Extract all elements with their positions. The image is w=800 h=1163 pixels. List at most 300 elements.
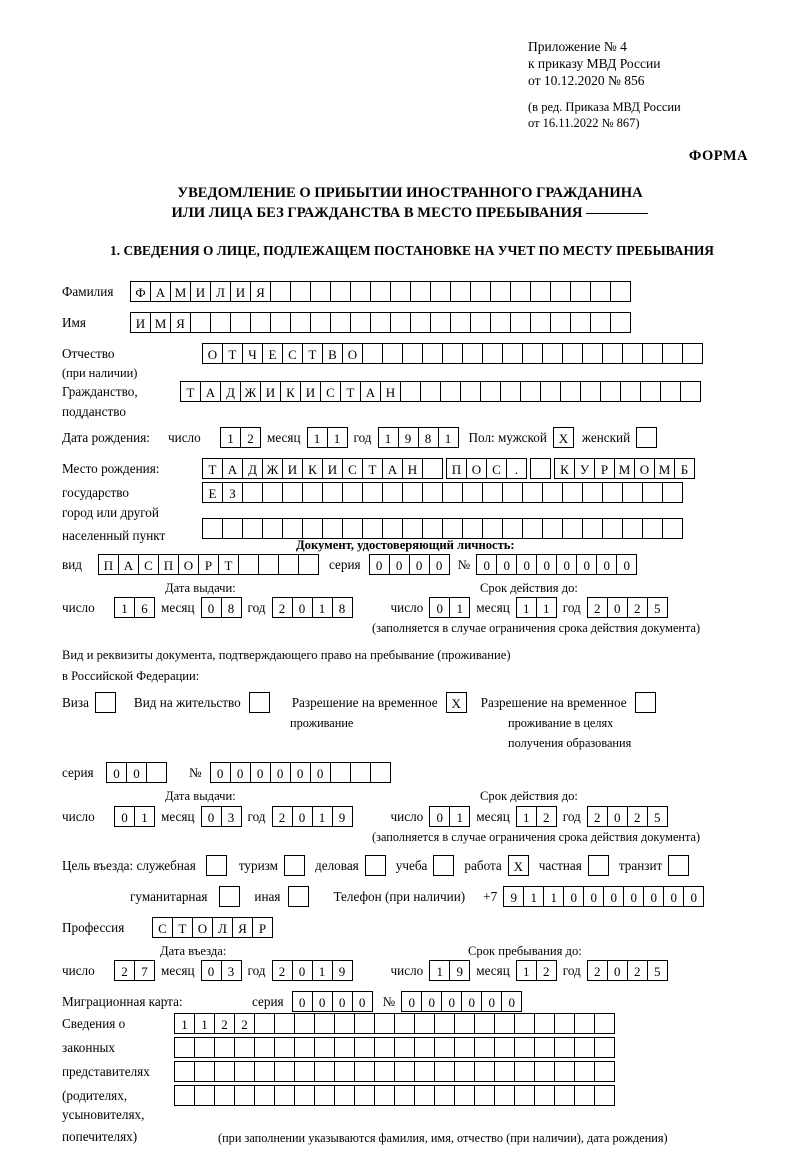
cell[interactable] [562,482,583,503]
cell[interactable] [334,1085,355,1106]
cell[interactable] [190,312,211,333]
cell[interactable]: 2 [214,1013,235,1034]
input-migration-number[interactable] [401,991,522,1012]
cell[interactable]: 1 [449,597,470,618]
cell[interactable] [350,312,371,333]
cell[interactable] [382,482,403,503]
cell[interactable] [254,1013,275,1034]
cell[interactable]: 0 [596,554,617,575]
cell[interactable] [562,518,583,539]
cell[interactable] [682,343,703,364]
cell[interactable] [294,1013,315,1034]
input-permit-issue-day[interactable] [114,806,155,827]
cell[interactable] [602,343,623,364]
cell[interactable]: Я [250,281,271,302]
cell[interactable] [242,482,263,503]
cell[interactable]: 0 [421,991,442,1012]
cell[interactable] [374,1061,395,1082]
checkbox-purpose-study[interactable] [433,855,454,876]
cell[interactable]: 2 [114,960,135,981]
cell[interactable] [580,381,601,402]
cell[interactable] [594,1037,615,1058]
cell[interactable] [482,482,503,503]
cell[interactable] [640,381,661,402]
cell[interactable]: 0 [230,762,251,783]
cell[interactable]: 1 [516,597,537,618]
cell[interactable] [582,343,603,364]
input-surname[interactable] [130,281,631,302]
input-permit-valid-day[interactable] [429,806,470,827]
cell[interactable]: 2 [627,960,648,981]
cell[interactable]: 1 [220,427,241,448]
checkbox-sex-female[interactable] [636,427,657,448]
cell[interactable]: 8 [418,427,439,448]
cell[interactable]: О [202,343,223,364]
cell[interactable]: А [222,458,243,479]
cell[interactable]: 0 [250,762,271,783]
cell[interactable] [534,1037,555,1058]
cell[interactable] [494,1085,515,1106]
cell[interactable]: 0 [429,806,450,827]
cell[interactable] [410,281,431,302]
cell[interactable] [278,554,299,575]
cell[interactable] [294,1037,315,1058]
cell[interactable]: 2 [587,806,608,827]
checkbox-purpose-other[interactable] [288,886,309,907]
cell[interactable]: 2 [536,806,557,827]
cell[interactable] [510,281,531,302]
cell[interactable] [430,312,451,333]
cell[interactable]: 1 [429,960,450,981]
input-legal-rep-row-2[interactable] [174,1037,615,1058]
cell[interactable]: . [506,458,527,479]
cell[interactable]: Т [202,458,223,479]
cell[interactable] [414,1061,435,1082]
cell[interactable]: 9 [398,427,419,448]
cell[interactable] [462,482,483,503]
cell[interactable]: 2 [627,806,648,827]
cell[interactable] [174,1085,195,1106]
cell[interactable] [460,381,481,402]
cell[interactable]: А [118,554,139,575]
cell[interactable]: 0 [576,554,597,575]
cell[interactable] [274,1013,295,1034]
input-birth-month[interactable] [307,427,348,448]
cell[interactable] [582,518,603,539]
cell[interactable]: 1 [194,1013,215,1034]
cell[interactable] [258,554,279,575]
cell[interactable] [434,1013,455,1034]
cell[interactable] [422,343,443,364]
cell[interactable] [354,1013,375,1034]
cell[interactable] [298,554,319,575]
cell[interactable]: 5 [647,597,668,618]
cell[interactable] [514,1037,535,1058]
cell[interactable] [442,518,463,539]
cell[interactable] [522,518,543,539]
input-birth-day[interactable] [220,427,261,448]
checkbox-edu-residence[interactable] [635,692,656,713]
input-doc-valid-year[interactable] [587,597,668,618]
cell[interactable]: Ф [130,281,151,302]
cell[interactable]: О [178,554,199,575]
cell[interactable]: О [192,917,213,938]
cell[interactable] [354,1061,375,1082]
cell[interactable] [522,482,543,503]
cell[interactable] [394,1061,415,1082]
cell[interactable]: 0 [563,886,584,907]
cell[interactable]: И [260,381,281,402]
cell[interactable] [274,1085,295,1106]
input-name[interactable] [130,312,631,333]
cell[interactable]: 2 [240,427,261,448]
cell[interactable]: 0 [369,554,390,575]
cell[interactable]: Т [180,381,201,402]
cell[interactable] [542,518,563,539]
cell[interactable] [562,343,583,364]
cell[interactable]: 0 [441,991,462,1012]
cell[interactable] [480,381,501,402]
cell[interactable]: 7 [134,960,155,981]
cell[interactable] [234,1037,255,1058]
cell[interactable]: Т [218,554,239,575]
cell[interactable] [314,1013,335,1034]
cell[interactable] [274,1037,295,1058]
cell[interactable]: 0 [643,886,664,907]
cell[interactable]: А [360,381,381,402]
checkbox-purpose-humanitarian[interactable] [219,886,240,907]
cell[interactable] [494,1037,515,1058]
cell[interactable]: 0 [607,960,628,981]
cell[interactable] [482,518,503,539]
cell[interactable] [454,1013,475,1034]
input-permit-valid-year[interactable] [587,806,668,827]
cell[interactable] [370,312,391,333]
cell[interactable] [274,1061,295,1082]
cell[interactable]: П [98,554,119,575]
input-doc-valid-month[interactable] [516,597,557,618]
cell[interactable] [374,1013,395,1034]
cell[interactable] [642,343,663,364]
cell[interactable]: К [554,458,575,479]
cell[interactable]: 1 [543,886,564,907]
cell[interactable] [574,1037,595,1058]
cell[interactable] [394,1085,415,1106]
cell[interactable] [234,1061,255,1082]
cell[interactable] [402,482,423,503]
cell[interactable] [554,1061,575,1082]
cell[interactable] [522,343,543,364]
cell[interactable]: 0 [583,886,604,907]
cell[interactable] [402,343,423,364]
cell[interactable]: М [150,312,171,333]
cell[interactable]: 1 [523,886,544,907]
cell[interactable]: К [280,381,301,402]
cell[interactable] [542,343,563,364]
cell[interactable] [262,518,283,539]
cell[interactable] [294,1061,315,1082]
cell[interactable]: 1 [449,806,470,827]
cell[interactable] [370,281,391,302]
cell[interactable]: С [138,554,159,575]
cell[interactable] [302,518,323,539]
cell[interactable]: Ч [242,343,263,364]
cell[interactable] [214,1085,235,1106]
cell[interactable] [462,343,483,364]
cell[interactable]: Д [220,381,241,402]
cell[interactable] [662,343,683,364]
cell[interactable]: 0 [292,991,313,1012]
checkbox-purpose-business[interactable] [365,855,386,876]
cell[interactable] [530,281,551,302]
cell[interactable]: И [230,281,251,302]
cell[interactable]: 2 [272,597,293,618]
cell[interactable] [622,482,643,503]
cell[interactable]: У [574,458,595,479]
cell[interactable]: 0 [476,554,497,575]
cell[interactable] [662,518,683,539]
cell[interactable] [534,1085,555,1106]
cell[interactable]: 0 [663,886,684,907]
cell[interactable]: 0 [126,762,147,783]
cell[interactable] [434,1085,455,1106]
cell[interactable] [362,518,383,539]
cell[interactable]: 0 [201,960,222,981]
cell[interactable] [450,312,471,333]
cell[interactable]: М [170,281,191,302]
cell[interactable] [462,518,483,539]
input-entry-day[interactable] [114,960,155,981]
cell[interactable] [342,482,363,503]
checkbox-purpose-work[interactable]: X [508,855,529,876]
cell[interactable]: О [466,458,487,479]
cell[interactable] [434,1037,455,1058]
cell[interactable]: 0 [352,991,373,1012]
cell[interactable]: 0 [496,554,517,575]
cell[interactable] [422,518,443,539]
cell[interactable]: 2 [234,1013,255,1034]
cell[interactable]: Р [198,554,219,575]
cell[interactable] [374,1037,395,1058]
input-permit-number[interactable] [210,762,391,783]
cell[interactable]: 2 [536,960,557,981]
input-stay-year[interactable] [587,960,668,981]
cell[interactable] [502,482,523,503]
cell[interactable] [514,1013,535,1034]
cell[interactable]: 3 [221,806,242,827]
cell[interactable]: А [382,458,403,479]
cell[interactable]: А [150,281,171,302]
cell[interactable]: Ж [262,458,283,479]
cell[interactable] [214,1037,235,1058]
cell[interactable] [414,1085,435,1106]
cell[interactable] [334,1037,355,1058]
cell[interactable] [290,312,311,333]
cell[interactable] [540,381,561,402]
cell[interactable] [234,1085,255,1106]
cell[interactable]: 0 [607,597,628,618]
cell[interactable]: 1 [312,960,333,981]
cell[interactable] [660,381,681,402]
cell[interactable] [500,381,521,402]
cell[interactable] [250,312,271,333]
cell[interactable]: С [342,458,363,479]
cell[interactable] [420,381,441,402]
cell[interactable] [414,1037,435,1058]
cell[interactable]: Т [362,458,383,479]
cell[interactable] [194,1085,215,1106]
cell[interactable] [474,1085,495,1106]
cell[interactable]: Л [210,281,231,302]
cell[interactable] [570,281,591,302]
cell[interactable]: 0 [481,991,502,1012]
cell[interactable] [450,281,471,302]
cell[interactable] [334,1013,355,1034]
cell[interactable] [146,762,167,783]
cell[interactable] [574,1061,595,1082]
checkbox-purpose-transit[interactable] [668,855,689,876]
cell[interactable]: И [322,458,343,479]
input-permit-valid-month[interactable] [516,806,557,827]
cell[interactable]: 1 [134,806,155,827]
input-doc-issue-day[interactable] [114,597,155,618]
cell[interactable]: 1 [327,427,348,448]
cell[interactable] [310,312,331,333]
cell[interactable]: 8 [221,597,242,618]
cell[interactable] [354,1085,375,1106]
cell[interactable]: 1 [174,1013,195,1034]
cell[interactable] [282,482,303,503]
cell[interactable] [382,518,403,539]
cell[interactable]: 0 [556,554,577,575]
cell[interactable] [440,381,461,402]
cell[interactable]: Р [252,917,273,938]
cell[interactable] [470,312,491,333]
checkbox-purpose-private[interactable] [588,855,609,876]
cell[interactable]: 0 [409,554,430,575]
cell[interactable] [282,518,303,539]
cell[interactable] [394,1013,415,1034]
cell[interactable]: И [300,381,321,402]
cell[interactable]: Я [232,917,253,938]
cell[interactable]: 0 [310,762,331,783]
cell[interactable]: 1 [516,960,537,981]
input-phone[interactable] [503,886,704,907]
cell[interactable] [270,312,291,333]
cell[interactable] [474,1061,495,1082]
cell[interactable] [490,281,511,302]
checkbox-purpose-tourism[interactable] [284,855,305,876]
cell[interactable]: 0 [461,991,482,1012]
cell[interactable]: Т [172,917,193,938]
cell[interactable] [254,1061,275,1082]
cell[interactable]: Н [380,381,401,402]
cell[interactable] [400,381,421,402]
cell[interactable] [362,482,383,503]
cell[interactable]: 6 [134,597,155,618]
cell[interactable]: 2 [627,597,648,618]
cell[interactable]: 0 [201,597,222,618]
cell[interactable] [238,554,259,575]
cell[interactable]: 0 [292,960,313,981]
checkbox-visa[interactable] [95,692,116,713]
cell[interactable] [254,1037,275,1058]
input-legal-rep-row-4[interactable] [174,1085,615,1106]
cell[interactable]: Д [242,458,263,479]
cell[interactable]: 9 [332,960,353,981]
cell[interactable] [590,281,611,302]
cell[interactable] [502,518,523,539]
input-entry-month[interactable] [201,960,242,981]
cell[interactable]: 0 [332,991,353,1012]
cell[interactable]: 0 [429,554,450,575]
cell[interactable] [310,281,331,302]
cell[interactable] [574,1013,595,1034]
input-patronymic[interactable] [202,343,703,364]
cell[interactable] [554,1085,575,1106]
input-doc-kind[interactable] [98,554,319,575]
checkbox-purpose-official[interactable] [206,855,227,876]
cell[interactable] [502,343,523,364]
cell[interactable]: 0 [429,597,450,618]
cell[interactable]: М [654,458,675,479]
cell[interactable] [594,1013,615,1034]
cell[interactable] [382,343,403,364]
cell[interactable]: О [634,458,655,479]
cell[interactable]: 2 [272,960,293,981]
cell[interactable]: И [190,281,211,302]
cell[interactable] [620,381,641,402]
cell[interactable] [402,518,423,539]
cell[interactable]: Т [222,343,243,364]
input-legal-rep-row-1[interactable] [174,1013,615,1034]
cell[interactable] [442,343,463,364]
cell[interactable] [330,312,351,333]
cell[interactable] [390,312,411,333]
cell[interactable]: Я [170,312,191,333]
input-doc-series[interactable] [369,554,450,575]
cell[interactable]: П [158,554,179,575]
cell[interactable] [530,312,551,333]
cell[interactable]: 1 [516,806,537,827]
cell[interactable] [582,482,603,503]
cell[interactable]: 1 [536,597,557,618]
cell[interactable] [554,1013,575,1034]
cell[interactable]: 0 [114,806,135,827]
cell[interactable] [602,482,623,503]
input-birthplace-city-row1[interactable] [202,482,683,503]
input-entry-year[interactable] [272,960,353,981]
input-profession[interactable] [152,917,273,938]
input-birthplace-state[interactable] [202,458,695,479]
cell[interactable] [410,312,431,333]
cell[interactable]: Ж [240,381,261,402]
cell[interactable] [542,482,563,503]
cell[interactable] [210,312,231,333]
cell[interactable] [594,1085,615,1106]
cell[interactable] [474,1037,495,1058]
cell[interactable]: З [222,482,243,503]
cell[interactable] [242,518,263,539]
cell[interactable]: 0 [290,762,311,783]
cell[interactable]: 0 [210,762,231,783]
cell[interactable]: 0 [389,554,410,575]
cell[interactable]: С [282,343,303,364]
cell[interactable] [230,312,251,333]
cell[interactable] [470,281,491,302]
cell[interactable]: 0 [683,886,704,907]
cell[interactable] [414,1013,435,1034]
